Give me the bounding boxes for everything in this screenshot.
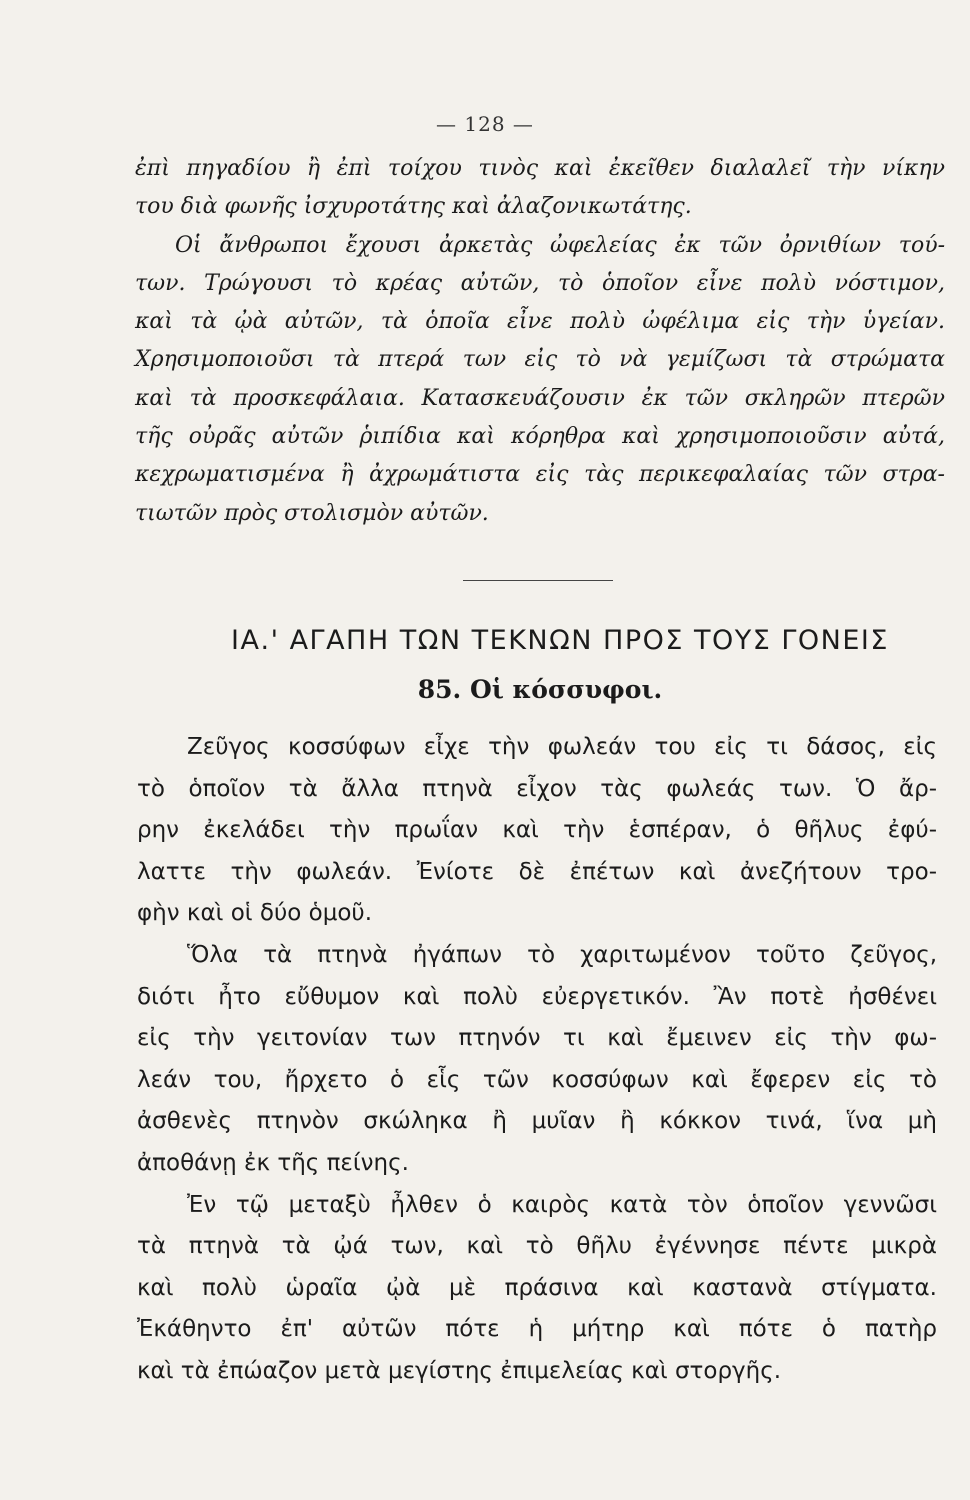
- text-line: ἐπὶ πηγαδίου ἢ ἐπὶ τοίχου τινὸς καὶ ἐκεῖθεν διαλαλεῖ τὴν νίκην: [135, 156, 945, 181]
- text-line: λαττε τὴν φωλεάν. Ἐνίοτε δὲ ἐπέτων καὶ ἀνεζήτουν τρο-: [137, 858, 937, 885]
- text-line: καὶ τὰ ᾠὰ αὐτῶν, τὰ ὁποῖα εἶνε πολὺ ὠφέλιμα εἰς τὴν ὑγείαν.: [135, 309, 945, 335]
- text-line: ἀποθάνῃ ἐκ τῆς πείνης.: [137, 1149, 409, 1176]
- text-line: εἰς τὴν γειτονίαν των πτηνόν τι καὶ ἔμεινεν εἰς τὴν φω-: [137, 1025, 937, 1052]
- text-line: Οἱ ἄνθρωποι ἔχουσι ἀρκετὰς ὠφελείας ἐκ τῶν ὀρνιθίων τού-: [175, 232, 945, 258]
- section-heading: ΙΑ.' ΑΓΑΠΗ ΤΩΝ ΤΕΚΝΩΝ ΠΡΟΣ ΤΟΥΣ ΓΟΝΕΙΣ: [231, 625, 889, 656]
- lower-paragraph: [137, 727, 937, 1393]
- text-line: λεάν του, ἤρχετο ὁ εἷς τῶν κοσσύφων καὶ ἔφερεν εἰς τὸ: [137, 1066, 937, 1093]
- text-line: των. Τρώγουσι τὸ κρέας αὐτῶν, τὸ ὁποῖον εἶνε πολὺ νόστιμον,: [135, 270, 945, 296]
- text-line: ρην ἐκελάδει τὴν πρωΐαν καὶ τὴν ἑσπέραν, ὁ θῆλυς ἐφύ-: [137, 817, 937, 844]
- text-line: Ἐκάθηντο ἐπ' αὐτῶν πότε ἡ μήτηρ καὶ πότε ὁ πατὴρ: [137, 1316, 937, 1343]
- upper-paragraph: [135, 150, 945, 533]
- page-number: — 128 —: [436, 112, 534, 136]
- text-line: τῆς οὐρᾶς αὐτῶν ῥιπίδια καὶ κόρηθρα καὶ χρησιμοποιοῦσιν αὐτά,: [135, 424, 945, 450]
- text-line: φὴν καὶ οἱ δύο ὁμοῦ.: [137, 900, 373, 927]
- text-line: του διὰ φωνῆς ἰσχυροτάτης καὶ ἀλαζονικωτάτης.: [135, 194, 692, 220]
- text-line: τιωτῶν πρὸς στολισμὸν αὐτῶν.: [135, 500, 489, 526]
- text-line: καὶ τὰ προσκεφάλαια. Κατασκευάζουσιν ἐκ τῶν σκληρῶν πτερῶν: [135, 385, 945, 411]
- text-line: Ὅλα τὰ πτηνὰ ἠγάπων τὸ χαριτωμένον τοῦτο ζεῦγος,: [187, 941, 937, 968]
- text-line: τὸ ὁποῖον τὰ ἄλλα πτηνὰ εἶχον τὰς φωλεάς των. Ὁ ἄρ-: [137, 775, 937, 802]
- subheading: 85. Οἱ κόσσυφοι.: [417, 675, 663, 704]
- section-divider: [463, 580, 613, 581]
- text-line: Χρησιμοποιοῦσι τὰ πτερά των εἰς τὸ νὰ γεμίζωσι τὰ στρώματα: [135, 347, 945, 373]
- text-line: καὶ τὰ ἐπώαζον μετὰ μεγίστης ἐπιμελείας καὶ στοργῆς.: [137, 1357, 782, 1384]
- text-line: ἀσθενὲς πτηνὸν σκώληκα ἢ μυῖαν ἢ κόκκον τινά, ἵνα μὴ: [137, 1108, 937, 1135]
- text-line: τὰ πτηνὰ τὰ ᾠά των, καὶ τὸ θῆλυ ἐγέννησε πέντε μικρὰ: [137, 1233, 937, 1260]
- text-line: διότι ἦτο εὔθυμον καὶ πολὺ εὐεργετικόν. Ἂν ποτὲ ἠσθένει: [137, 983, 937, 1010]
- text-line: Ζεῦγος κοσσύφων εἶχε τὴν φωλεάν του εἰς τι δάσος, εἰς: [187, 734, 937, 760]
- text-line: Ἐν τῷ μεταξὺ ἦλθεν ὁ καιρὸς κατὰ τὸν ὁποῖον γεννῶσι: [187, 1191, 937, 1218]
- text-line: καὶ πολὺ ὡραῖα ᾠὰ μὲ πράσινα καὶ καστανὰ στίγματα.: [137, 1274, 937, 1301]
- text-line: κεχρωματισμένα ἢ ἀχρωμάτιστα εἰς τὰς περικεφαλαίας τῶν στρα-: [135, 462, 945, 488]
